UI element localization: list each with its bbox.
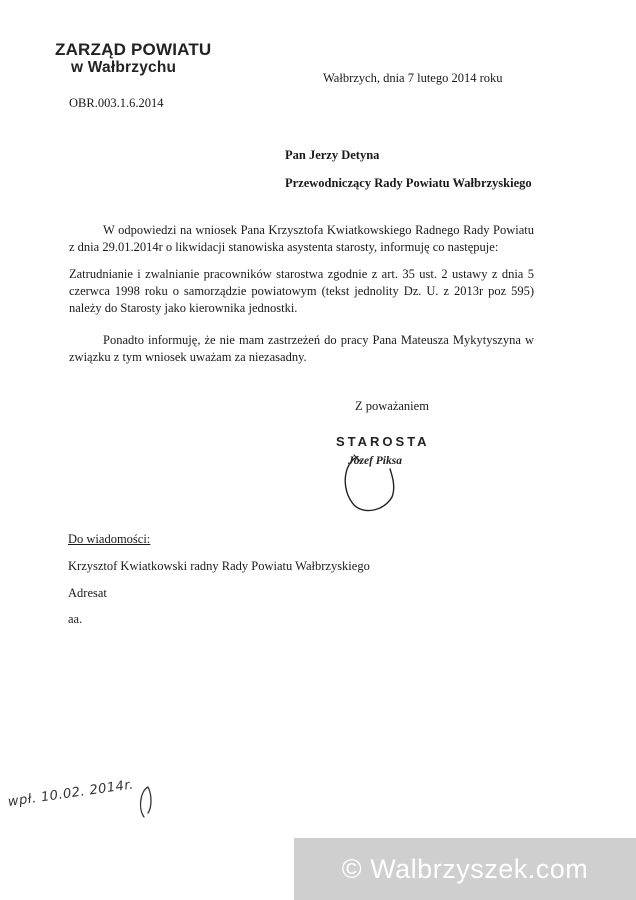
cc-item: Adresat	[68, 586, 107, 600]
watermark	[294, 838, 636, 900]
stamp-role: STAROSTA	[336, 434, 430, 449]
closing-phrase: Z poważaniem	[355, 399, 429, 413]
cc-item: Krzysztof Kwiatkowski radny Rady Powiatu Wałbrzyskiego	[68, 559, 370, 573]
stamp-name: Józef Piksa	[348, 455, 402, 467]
handwritten-initial	[134, 783, 160, 823]
handwritten-note-text: wpł. 10.02. 2014r.	[7, 777, 135, 810]
watermark-text: Walbrzyszek.com	[370, 853, 589, 884]
reference-number: OBR.003.1.6.2014	[69, 96, 164, 110]
cc-item: aa.	[68, 612, 83, 626]
office-name: ZARZĄD POWIATU	[55, 40, 212, 59]
paragraph-3: Ponadto informuję, że nie mam zastrzeżeń do pracy Pana Mateusza Mykytyszyna w związku z tym wniosek uważam za niezasadny.	[69, 333, 534, 364]
cc-heading: Do wiadomości:	[68, 532, 151, 546]
handwritten-note	[7, 775, 135, 810]
paragraph-2: Zatrudnianie i zwalnianie pracowników starostwa zgodnie z art. 35 ust. 2 ustawy z dnia 5 czerwca 1998 roku o samorządzie powiatowym (tekst jednolity Dz. U. z 2013r poz 595) należy do Starosty jako kierownika jednostki.	[69, 267, 534, 315]
addressee-name: Pan Jerzy Detyna	[285, 148, 380, 162]
copyright-icon: ©	[341, 853, 363, 884]
office-city: w Wałbrzychu	[71, 59, 177, 76]
paragraph-1: W odpowiedzi na wniosek Pana Krzysztofa Kwiatkowskiego Radnego Rady Powiatu z dnia 29.01.2014r o likwidacji stanowiska asystenta starosty, informuję co następuje:	[69, 223, 534, 254]
addressee-title: Przewodniczący Rady Powiatu Wałbrzyskiego	[285, 176, 532, 190]
letterhead	[55, 40, 255, 77]
handwritten-signature	[330, 445, 420, 525]
place-date: Wałbrzych, dnia 7 lutego 2014 roku	[323, 71, 503, 85]
